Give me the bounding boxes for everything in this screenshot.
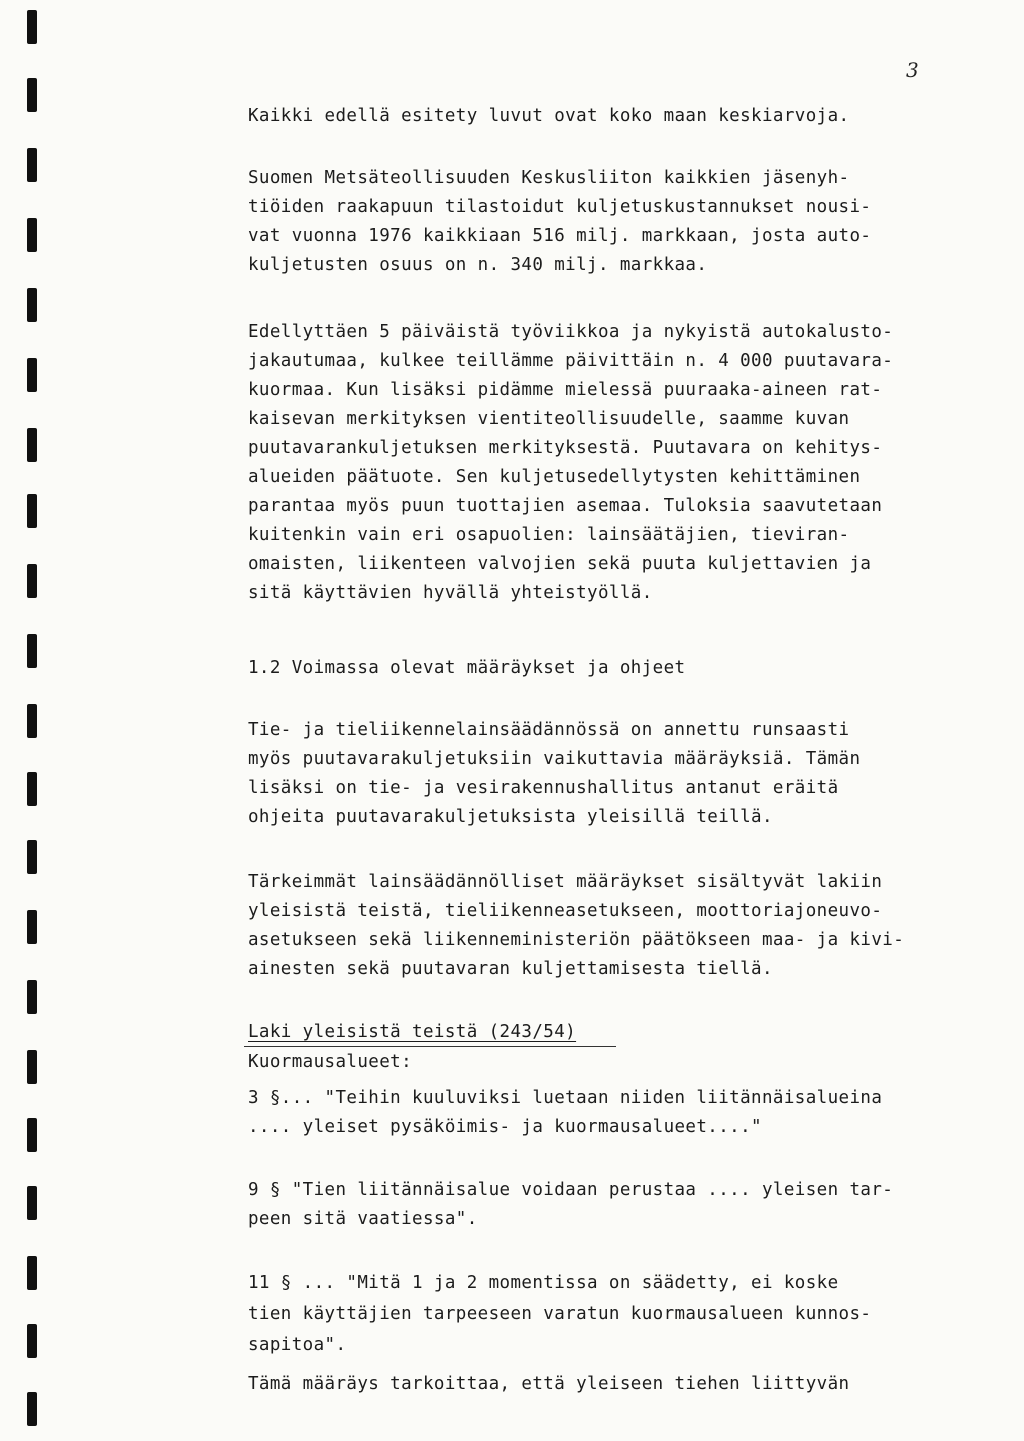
text-line: Tärkeimmät lainsäädännölliset määräykset sisältyvät lakiin: [248, 872, 883, 892]
law-title-text: Laki yleisistä teistä (243/54): [248, 1022, 577, 1042]
text-line: puutavarankuljetuksen merkityksestä. Puutavara on kehitys-: [248, 438, 883, 458]
binding-hole: [27, 1392, 37, 1426]
text-line: 9 § "Tien liitännäisalue voidaan perustaa .... yleisen tar-: [248, 1180, 894, 1200]
text-line: Edellyttäen 5 päiväistä työviikkoa ja nykyistä autokalusto-: [248, 322, 894, 342]
text-line: asetukseen sekä liikenneministeriön päätökseen maa- ja kivi-: [248, 930, 905, 950]
text-line: tiöiden raakapuun tilastoidut kuljetuskustannukset nousi-: [248, 197, 872, 217]
section-heading: [248, 654, 685, 683]
binding-hole: [27, 980, 37, 1014]
heading-text: 1.2 Voimassa olevat määräykset ja ohjeet: [248, 658, 686, 678]
binding-hole: [27, 1186, 37, 1220]
law-title-rule: [244, 1046, 616, 1047]
paragraph-legislation: [248, 716, 860, 832]
binding-hole: [27, 218, 37, 252]
paragraph-timber-transport: [248, 318, 893, 608]
binding-hole: [27, 494, 37, 528]
text-line: .... yleiset pysäköimis- ja kuormausalueet....": [248, 1117, 762, 1137]
text-line: Tie- ja tieliikennelainsäädännössä on annettu runsaasti: [248, 720, 850, 740]
binding-hole: [27, 428, 37, 462]
binding-hole: [27, 358, 37, 392]
text-line: alueiden päätuote. Sen kuljetusedellytysten kehittäminen: [248, 467, 861, 487]
paragraph-section-9: [248, 1176, 893, 1234]
paragraph-section-3: [248, 1084, 882, 1142]
text-line: sitä käyttävien hyvällä yhteistyöllä.: [248, 583, 653, 603]
binding-hole: [27, 148, 37, 182]
binding-hole: [27, 564, 37, 598]
paragraph-conclusion: [248, 1370, 849, 1399]
text-line: lisäksi on tie- ja vesirakennushallitus antanut eräitä: [248, 778, 839, 798]
paragraph-transport-costs: [248, 164, 871, 280]
binding-hole: [27, 288, 37, 322]
text-line: kuitenkin vain eri osapuolien: lainsäätäjien, tieviran-: [248, 525, 850, 545]
law-title: [248, 1018, 576, 1047]
text-line: Suomen Metsäteollisuuden Keskusliiton kaikkien jäsenyh-: [248, 168, 850, 188]
text-line: ainesten sekä puutavaran kuljettamisesta tiellä.: [248, 959, 773, 979]
text-line: 3 §... "Teihin kuuluviksi luetaan niiden liitännäisalueina: [248, 1088, 883, 1108]
binding-hole: [27, 704, 37, 738]
text-line: myös puutavarakuljetuksiin vaikuttavia määräyksiä. Tämän: [248, 749, 861, 769]
binding-hole: [27, 1118, 37, 1152]
text-line: jakautumaa, kulkee teillämme päivittäin n. 4 000 puutavara-: [248, 351, 894, 371]
text-line: parantaa myös puun tuottajien asemaa. Tuloksia saavutetaan: [248, 496, 883, 516]
text-line: peen sitä vaatiessa".: [248, 1209, 478, 1229]
text-line: kaisevan merkityksen vientiteollisuudelle, saamme kuvan: [248, 409, 850, 429]
text-line: Tämä määräys tarkoittaa, että yleiseen tiehen liittyvän: [248, 1374, 850, 1394]
binding-hole: [27, 840, 37, 874]
text-line: kuljetusten osuus on n. 340 milj. markkaa.: [248, 255, 708, 275]
binding-hole: [27, 772, 37, 806]
text-line: Kaikki edellä esitety luvut ovat koko maan keskiarvoja.: [248, 106, 850, 126]
text-line: tien käyttäjien tarpeeseen varatun kuormausalueen kunnos-: [248, 1304, 872, 1324]
subheading-loading-areas: [248, 1048, 412, 1077]
paragraph-section-11: [248, 1268, 871, 1361]
subheading-text: Kuormausalueet:: [248, 1052, 413, 1072]
binding-hole: [27, 910, 37, 944]
page-number: 3: [906, 58, 919, 82]
text-line: kuormaa. Kun lisäksi pidämme mielessä puuraaka-aineen rat-: [248, 380, 883, 400]
binding-hole: [27, 1256, 37, 1290]
text-line: ohjeita puutavarakuljetuksista yleisillä teillä.: [248, 807, 773, 827]
paragraph-averages: [248, 102, 849, 131]
paragraph-main-regulations: [248, 868, 904, 984]
text-line: vat vuonna 1976 kaikkiaan 516 milj. markkaan, josta auto-: [248, 226, 872, 246]
binding-hole: [27, 1050, 37, 1084]
binding-hole: [27, 1324, 37, 1358]
text-line: omaisten, liikenteen valvojien sekä puuta kuljettavien ja: [248, 554, 872, 574]
text-line: yleisistä teistä, tieliikenneasetukseen, moottoriajoneuvo-: [248, 901, 883, 921]
text-line: sapitoa".: [248, 1335, 347, 1355]
text-line: 11 § ... "Mitä 1 ja 2 momentissa on säädetty, ei koske: [248, 1273, 839, 1293]
binding-holes: [27, 0, 41, 1441]
binding-hole: [27, 634, 37, 668]
binding-hole: [27, 10, 37, 44]
binding-hole: [27, 78, 37, 112]
